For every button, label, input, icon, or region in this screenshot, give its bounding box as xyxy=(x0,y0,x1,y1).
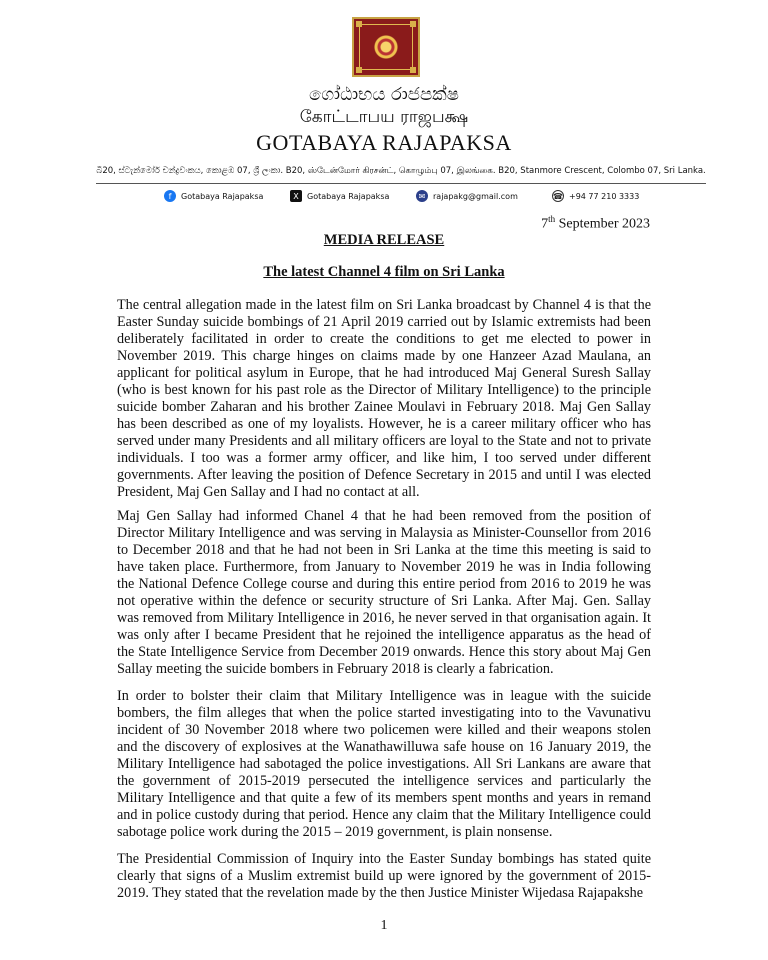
paragraph-4: The Presidential Commission of Inquiry into the Easter Sunday bombings has stated quite clearly that signs of a Muslim extremist build up were ignored by the government of 2015-2019. They stated that the revelation made by the then Justice Minister Wijedasa Rajapakshe xyxy=(117,851,651,901)
emblem-logo xyxy=(352,17,420,77)
facebook-label: Gotabaya Rajapaksa xyxy=(181,191,264,201)
divider xyxy=(96,183,706,184)
document-subtitle: The latest Channel 4 film on Sri Lanka xyxy=(263,264,505,280)
paragraph-2: Maj Gen Sallay had informed Chanel 4 that he had been removed from the position of Director Military Intelligence and was serving in Malaysia as Minister-Counsellor from 2016 to December 2018 and that he had not been in Sri Lanka at the time this meeting is said to have taken place. Furthermore, from January to November 2019 he was in India following the National Defence College course and during this entire period from 2016 to 2019 he was not operative within the defence or security structure of Sri Lanka. After Maj. Gen. Sallay was removed from Military Intelligence in 2016, he never served in that organisation again. It was only after I became President that he rejoined the intelligence apparatus as the head of the State Intelligence Service from December 2019 onwards. Hence this story about Maj Gen Sallay meeting the suicide bombers in February 2018 is clearly a fabrication. xyxy=(117,508,651,677)
phone-label: +94 77 210 3333 xyxy=(569,191,640,201)
name-english: GOTABAYA RAJAPAKSA xyxy=(256,130,512,155)
contacts-bar xyxy=(0,190,768,206)
contact-email[interactable] xyxy=(416,190,518,202)
x-label: Gotabaya Rajapaksa xyxy=(307,191,390,201)
page-number: 1 xyxy=(380,918,388,933)
dharma-wheel-icon xyxy=(372,33,400,61)
address-line: බී20, ස්ටැන්මෝර් චන්ද්‍රවංකය, කොළඹ 07, ශ්‍රී ලංකා. B20, ஸ்டேன்மோர் கிரசன்ட், கொழும்பு 07, இலங்கை. B20, Stanmore Crescent, Colombo 07, Sri Lanka. xyxy=(96,166,706,176)
contact-phone[interactable] xyxy=(552,190,639,202)
name-tamil: கோட்டாபய ராஜபக்ஷ xyxy=(299,107,469,127)
name-sinhala: ගෝඨාභය රාජපක්ෂ xyxy=(309,84,459,105)
contact-x[interactable] xyxy=(290,190,389,202)
paragraph-3: In order to bolster their claim that Military Intelligence was in league with the suicide bombers, the film alleges that when the police started investigating into to the Vavunativu incident of 30 November 2018 where two policemen were killed and their weapons stolen and the discovery of explosives at the Wanathawilluwa safe house on 16 January 2019, the Military Intelligence had sabotaged the police investigations. All Sri Lankans are aware that the government of 2015-2019 persecuted the intelligence services and particularly the Military Intelligence and that quite a few of its members spent months and years in remand and in police custody during that period. Hence any claim that the Military Intelligence could sabotage police work during the 2015 – 2019 government, is plain nonsense. xyxy=(117,688,651,840)
paragraph-1: The central allegation made in the latest film on Sri Lanka broadcast by Channel 4 is that the Easter Sunday suicide bombings of 21 April 2019 carried out by Islamic extremists had been deliberately facilitated in order to create the conditions to get me elected to power in November 2019. This charge hinges on claims made by one Hanzeer Azad Maulana, an applicant for political asylum in Europe, that he had introduced Maj General Suresh Sallay (who is best known for his past role as the Director of Military Intelligence) to the principle suicide bomber Zaharan and his brother Zainee Moulavi in February 2018. Maj Gen Sallay has been described as one of my loyalists. However, he is a career military officer who has served under many Presidents and all military officers are loyal to the State and not to private individuals. I too was a former army officer, and like him, I too served under different governments. After leaving the position of Defence Secretary in 2015 and until I was elected President, Maj Gen Sallay and I had no contact at all. xyxy=(117,297,651,500)
contact-facebook[interactable] xyxy=(164,190,263,202)
phone-icon: ☎ xyxy=(553,191,563,201)
email-label: rajapakg@gmail.com xyxy=(433,191,518,201)
x-icon: X xyxy=(290,190,302,202)
facebook-icon: f xyxy=(164,190,176,202)
release-date: 7th September 2023 xyxy=(541,214,650,232)
document-title: MEDIA RELEASE xyxy=(323,232,445,248)
email-icon: ✉ xyxy=(416,190,428,202)
